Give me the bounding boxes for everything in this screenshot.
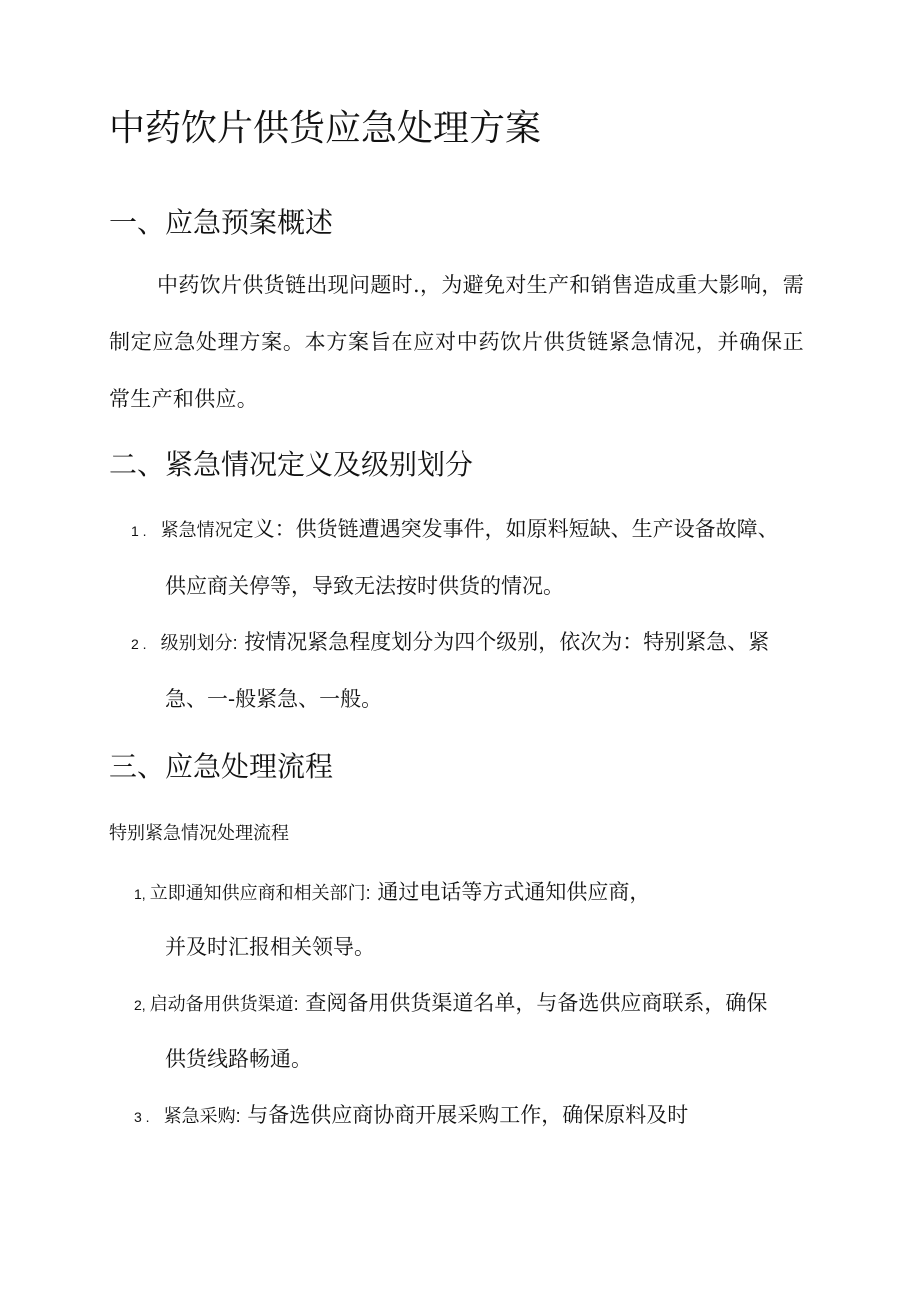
- item-number: 1 .: [131, 523, 147, 539]
- item-continuation: 供应商关停等，导致无法按时供货的情况。: [165, 574, 564, 598]
- section-heading-overview: 一、应急预案概述: [109, 206, 334, 239]
- item-key: 立即通知供应商和相关部门:: [149, 883, 371, 903]
- item-number: 3 .: [134, 1109, 150, 1125]
- item-number: 2 .: [131, 636, 147, 652]
- item-continuation: 供货线路畅通。: [165, 1047, 312, 1071]
- overview-paragraph: 中药饮片供货链出现问题时.，为避免对生产和销售造成重大影响，需制定应急处理方案。本方案旨在应对中药饮片供货链紧急情况，并确保正常生产和供应。: [109, 273, 804, 411]
- list-item: [134, 975, 767, 1034]
- item-text: 按情况紧急程度划分为四个级别，依次为：特别紧急、紧: [237, 630, 770, 654]
- item-continuation: 并及时汇报相关领导。: [165, 935, 375, 959]
- item-continuation: 急、一-般紧急、一般。: [165, 687, 383, 711]
- item-key: 紧急情况: [160, 520, 233, 540]
- item-key: 紧急采购:: [163, 1106, 241, 1126]
- subsection-heading: 特别紧急情况处理流程: [109, 823, 289, 843]
- section-heading-definition: 二、紧急情况定义及级别划分: [109, 448, 474, 481]
- item-text: 与备选供应商协商开展采购工作，确保原料及时: [240, 1103, 689, 1127]
- item-number: 1,: [134, 886, 146, 902]
- item-number: 2,: [134, 997, 146, 1013]
- list-item: [131, 501, 779, 560]
- item-key: 启动备用供货渠道:: [149, 994, 299, 1014]
- item-text: 通过电话等方式通知供应商，: [370, 880, 651, 904]
- item-text: 定义：供货链遭遇突发事件，如原料短缺、生产设备故障、: [232, 517, 779, 541]
- document-title: 中药饮片供货应急处理方案: [109, 108, 542, 149]
- item-text: 查阅备用供货渠道名单，与备选供应商联系，确保: [298, 991, 768, 1015]
- section-heading-process: 三、应急处理流程: [109, 750, 334, 783]
- list-item: [131, 614, 769, 673]
- item-key: 级别划分:: [160, 633, 238, 653]
- list-item: [134, 864, 650, 923]
- list-item: [134, 1087, 688, 1146]
